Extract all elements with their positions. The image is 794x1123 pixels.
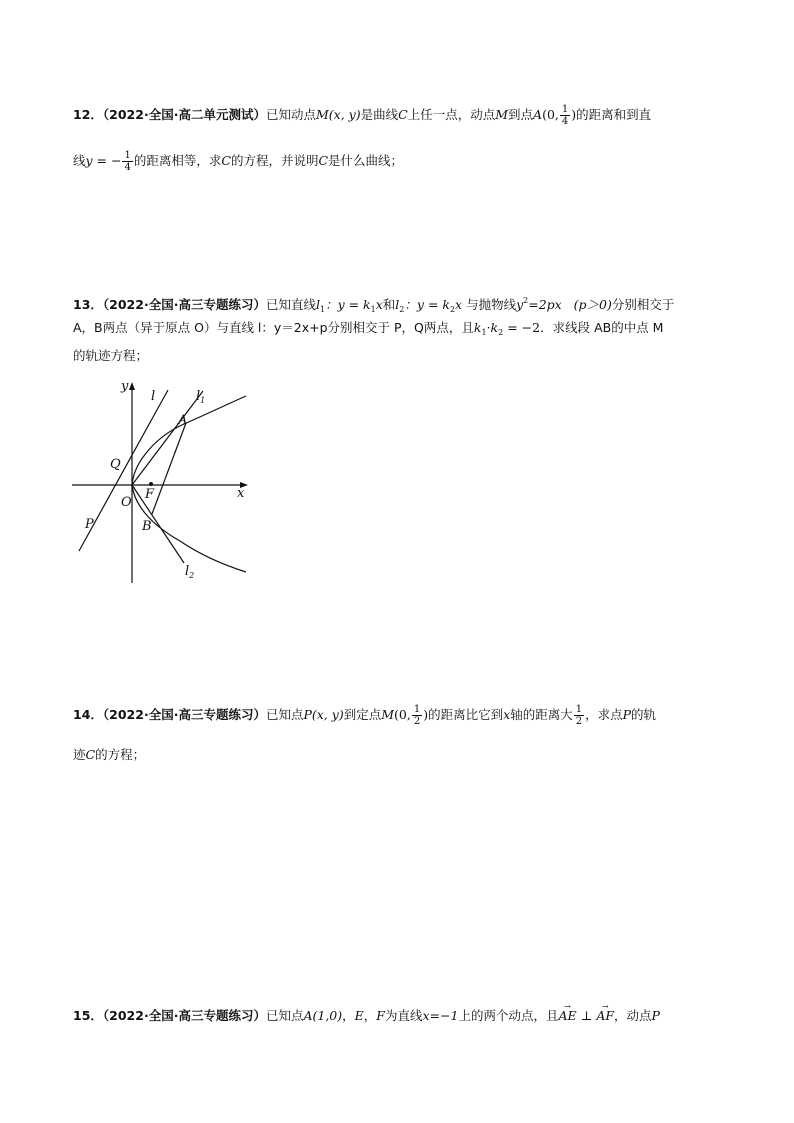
text: 到点 <box>508 107 534 122</box>
label-y: y <box>121 379 129 394</box>
text: 是曲线 <box>360 107 399 122</box>
text: 的距离比它到 <box>428 707 504 722</box>
problem-source: （2022·全国·高三专题练习） <box>102 297 266 312</box>
problem-14-line-2 <box>73 745 145 765</box>
numerator: 1 <box>561 104 569 115</box>
label-a: A <box>178 413 188 428</box>
label-p: P <box>85 517 94 532</box>
problem-number: 13． <box>73 297 103 312</box>
label-l2: $l_2$ <box>185 564 195 580</box>
text: ， <box>363 1008 377 1023</box>
math-var: P <box>622 707 632 722</box>
problem-number: 12． <box>73 107 103 122</box>
vector-af: → AF <box>596 1006 614 1026</box>
problem-13-figure <box>72 376 254 588</box>
problem-13-line-3 <box>73 346 148 366</box>
subscript: 2 <box>399 305 405 314</box>
perp-symbol: ⊥ <box>576 1008 597 1023</box>
subscript: 2 <box>449 305 456 314</box>
math-expr: ) <box>571 107 577 122</box>
math-var: M <box>495 107 509 122</box>
math-expr: ) <box>423 707 429 722</box>
denominator: 4 <box>561 116 569 127</box>
math-expr: P(x, y) <box>303 707 344 722</box>
math-var: x <box>375 297 383 312</box>
math-var: A <box>533 107 543 122</box>
denominator: 2 <box>575 716 583 727</box>
denominator: 4 <box>124 162 131 173</box>
math-var: y <box>516 297 524 312</box>
subscript: 1 <box>319 305 326 314</box>
math-var: E <box>354 1008 364 1023</box>
math-expr: A(1,0) <box>303 1008 343 1023</box>
subscript: 1 <box>370 305 376 314</box>
math-expr: ：y = k <box>325 297 371 312</box>
problem-source: （2022·全国·高三专题练习） <box>102 1008 266 1023</box>
problem-13-line-1 <box>73 291 674 320</box>
text: 的方程； <box>95 747 146 762</box>
math-var: P <box>651 1008 660 1023</box>
problem-number: 15． <box>73 1008 103 1023</box>
numerator: 1 <box>124 150 131 161</box>
math-expr: ·k <box>486 320 499 335</box>
problem-14-line-1 <box>73 704 656 727</box>
text: 与抛物线 <box>462 297 517 312</box>
math-expr: =2px <box>528 297 562 312</box>
math-var: l <box>315 297 320 312</box>
text: 线 <box>73 153 86 168</box>
vector-ae: → AE <box>558 1006 576 1026</box>
label-f: F <box>145 487 155 502</box>
problem-12-line-2 <box>73 150 403 173</box>
math-expr: y = − <box>85 153 122 168</box>
label-x: x <box>237 486 245 501</box>
text: 轴的距离大 <box>510 707 573 722</box>
math-var: C <box>398 107 408 122</box>
label-l: l <box>151 389 156 404</box>
text: 已知直线 <box>265 297 316 312</box>
text: A，B两点（异于原点 O）与直线 l：y＝2x+p分别相交于 P，Q两点，且 <box>73 320 474 335</box>
subscript: 1 <box>481 328 487 337</box>
label-b: B <box>142 519 152 534</box>
text: 的轨迹方程； <box>73 348 149 363</box>
math-var: x <box>455 297 463 312</box>
problem-number: 14． <box>73 707 103 722</box>
text: 已知点 <box>265 707 304 722</box>
problem-source: （2022·全国·高三专题练习） <box>102 707 266 722</box>
math-expr: (p＞0) <box>573 297 612 312</box>
problem-12-line-1 <box>73 104 651 127</box>
fraction <box>412 704 422 727</box>
math-expr: (x, y) <box>328 107 361 122</box>
math-var: C <box>85 747 96 762</box>
label-o: O <box>121 495 132 510</box>
text: 的方程，并说明 <box>230 153 319 168</box>
subscript: 2 <box>498 328 504 337</box>
math-var: k <box>473 320 482 335</box>
text: ．求线段 AB的中点 M <box>540 320 664 335</box>
math-var: x <box>503 707 511 722</box>
text: 上的两个动点，且 <box>458 1008 559 1023</box>
fraction <box>122 150 132 173</box>
text: 已知点 <box>265 1008 304 1023</box>
y-axis-arrow <box>129 382 135 390</box>
fraction <box>560 104 570 127</box>
math-var: C <box>318 153 329 168</box>
problem-15-line-1 <box>73 1006 660 1026</box>
text: 已知动点 <box>265 107 316 122</box>
math-expr: x=−1 <box>422 1008 459 1023</box>
text: 是什么曲线； <box>328 153 404 168</box>
text: 分别相交于 <box>611 297 675 312</box>
problem-13-line-2 <box>73 318 663 343</box>
text: ， <box>342 1008 355 1023</box>
focus-point <box>149 482 153 486</box>
math-expr: = −2 <box>503 320 541 335</box>
text: 的距离和到直 <box>576 107 652 122</box>
text: 的距离相等，求 <box>133 153 222 168</box>
text: 为直线 <box>384 1008 423 1023</box>
numerator: 1 <box>413 704 421 715</box>
math-var: l <box>395 297 400 312</box>
math-var: F <box>376 1008 385 1023</box>
math-var: C <box>221 153 231 168</box>
fraction <box>574 704 584 727</box>
math-expr: (0, <box>542 107 559 122</box>
text: 到定点 <box>343 707 382 722</box>
math-expr: (0, <box>394 707 411 722</box>
superscript: 2 <box>523 296 529 305</box>
math-var: M <box>315 107 329 122</box>
label-q: Q <box>110 457 121 472</box>
numerator: 1 <box>575 704 583 715</box>
label-l1: $l_1$ <box>196 389 206 405</box>
text: 的轨 <box>631 707 657 722</box>
text: 和 <box>382 297 396 312</box>
text: 迹 <box>73 747 86 762</box>
text: ，求点 <box>585 707 623 722</box>
text: ，动点 <box>614 1008 652 1023</box>
math-var: M <box>381 707 395 722</box>
denominator: 2 <box>413 716 421 727</box>
text: 上任一点，动点 <box>407 107 496 122</box>
problem-source: （2022·全国·高二单元测试） <box>102 107 266 122</box>
math-expr: ：y = k <box>404 297 450 312</box>
